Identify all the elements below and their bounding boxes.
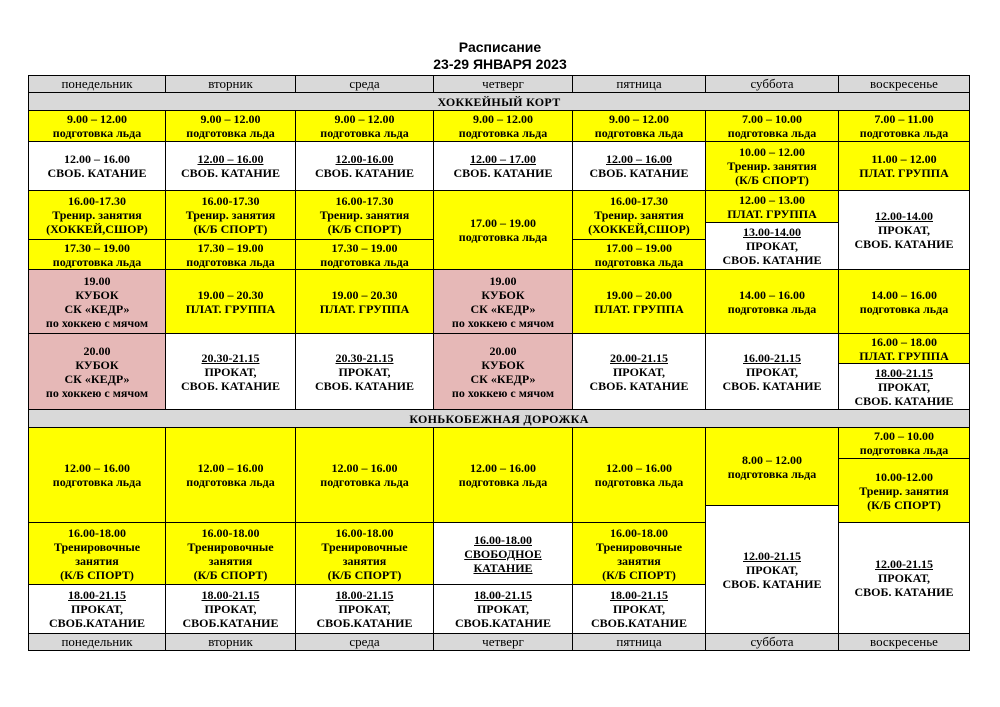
schedule-cell	[573, 585, 706, 634]
cell-line: ПРОКАТ,	[877, 379, 931, 394]
cell-line: 12.00 – 16.00	[64, 461, 130, 475]
cell-line: СВОБ. КАТАНИЕ	[722, 378, 822, 393]
cell-line: Тренировочные	[321, 539, 408, 554]
cell-line: ПРОКАТ,	[338, 602, 391, 616]
cell-line: Тренировочные	[187, 539, 274, 554]
hockey-row-6a	[29, 334, 970, 364]
cell-line: 12.00 – 16.00	[64, 152, 130, 166]
cell-line: занятия	[617, 553, 661, 568]
cell-line: 16.00 – 18.00	[871, 334, 937, 349]
cell-line: СК «КЕДР»	[470, 301, 536, 316]
cell-line: СВОБ. КАТАНИЕ	[315, 166, 414, 180]
cell-line: Тренир. занятия	[727, 159, 817, 173]
skate-row-1a	[29, 428, 970, 459]
day-header: среда	[296, 76, 434, 93]
cell-line: ПРОКАТ,	[745, 562, 799, 577]
cell-line: СВОБ.КАТАНИЕ	[182, 616, 279, 630]
cell-line: СВОБ. КАТАНИЕ	[854, 585, 954, 599]
schedule-cell	[29, 191, 166, 240]
cell-line: 20.00	[489, 343, 517, 358]
cell-line: подготовка льда	[320, 126, 409, 140]
cell-line: 20.00-21.15	[610, 350, 668, 365]
cell-line: СВОБ.КАТАНИЕ	[455, 616, 551, 630]
cell-line: занятия	[342, 553, 387, 568]
cell-line: 7.00 – 11.00	[874, 112, 934, 126]
cell-line: подготовка льда	[52, 254, 142, 269]
cell-line: 17.00 – 19.00	[470, 216, 536, 230]
cell-line: СВОБ. КАТАНИЕ	[722, 576, 822, 591]
cell-line: 12.00 – 16.00	[197, 461, 264, 475]
schedule-cell	[434, 523, 573, 585]
cell-line: подготовка льда	[727, 301, 817, 316]
cell-line: 18.00-21.15	[335, 588, 394, 602]
schedule-cell	[434, 428, 573, 523]
section-title-skate: КОНЬКОБЕЖНАЯ ДОРОЖКА	[29, 410, 970, 428]
schedule-cell	[166, 142, 296, 191]
cell-line: подготовка льда	[859, 443, 949, 457]
cell-line: Тренир. занятия	[319, 208, 410, 222]
cell-line: (ХОККЕЙ,СШОР)	[46, 222, 148, 236]
cell-line: (К/Б СПОРТ)	[60, 567, 134, 582]
cell-line: подготовка льда	[594, 254, 684, 269]
day-header: четверг	[434, 76, 573, 93]
cell-line: (К/Б СПОРТ)	[193, 567, 268, 582]
schedule-cell	[434, 191, 573, 270]
cell-line: (К/Б СПОРТ)	[735, 173, 809, 187]
schedule-cell	[573, 334, 706, 410]
cell-line: СВОБ. КАТАНИЕ	[854, 237, 954, 251]
day-header: вторник	[166, 634, 296, 651]
cell-line: 12.00 – 13.00	[739, 192, 805, 207]
schedule-cell	[573, 523, 706, 585]
day-header: вторник	[166, 76, 296, 93]
cell-line: 14.00 – 16.00	[871, 287, 937, 302]
cell-line: подготовка льда	[594, 475, 684, 489]
cell-line: по хоккею с мячом	[451, 315, 555, 330]
cell-line: по хоккею с мячом	[451, 385, 555, 400]
cell-line: 16.00-17.30	[610, 194, 668, 208]
schedule-cell	[296, 523, 434, 585]
cell-line: КУБОК	[481, 357, 525, 372]
cell-line: 16.00-18.00	[335, 525, 394, 540]
cell-line: 10.00 – 12.00	[739, 145, 805, 159]
cell-line: 19.00 – 20.00	[606, 287, 672, 302]
cell-line: ПЛАТ. ГРУППА	[859, 348, 949, 363]
cell-line: 9.00 – 12.00	[609, 112, 669, 126]
schedule-cell	[296, 191, 434, 240]
schedule-cell	[29, 334, 166, 410]
cell-line: 7.00 – 10.00	[874, 429, 934, 443]
cell-line: 12.00 – 16.00	[331, 461, 398, 475]
day-header-row-top	[29, 76, 970, 93]
cell-line: 20.30-21.15	[335, 350, 394, 365]
cell-line: подготовка льда	[859, 301, 949, 316]
section-title-hockey: ХОККЕЙНЫЙ КОРТ	[29, 93, 970, 111]
cell-line: (ХОККЕЙ,СШОР)	[588, 222, 690, 236]
cell-line: 16.00-18.00	[68, 525, 126, 540]
cell-line: 19.00	[489, 273, 517, 288]
cell-line: СВОБ. КАТАНИЕ	[854, 393, 954, 408]
cell-line: 12.00-16.00	[335, 152, 394, 166]
cell-line: 19.00 – 20.30	[331, 287, 398, 302]
schedule-cell	[839, 364, 970, 410]
cell-line: 10.00-12.00	[875, 469, 933, 484]
cell-line: Тренир. занятия	[185, 208, 276, 222]
cell-line: 17.30 – 19.00	[64, 240, 130, 255]
schedule-cell	[839, 191, 970, 270]
cell-line: КУБОК	[75, 287, 119, 302]
cell-line: 19.00 – 20.30	[197, 287, 264, 302]
cell-line: подготовка льда	[859, 126, 949, 140]
cell-line: 12.00 – 16.00	[197, 152, 264, 166]
cell-line: 9.00 – 12.00	[334, 112, 395, 126]
schedule-cell	[29, 585, 166, 634]
cell-line: 9.00 – 12.00	[473, 112, 533, 126]
schedule-cell	[434, 334, 573, 410]
schedule-cell	[29, 428, 166, 523]
cell-line: Тренир. занятия	[594, 208, 684, 222]
cell-line: (К/Б СПОРТ)	[327, 567, 402, 582]
cell-line: ПРОКАТ,	[612, 364, 666, 379]
hockey-row-1	[29, 111, 970, 142]
schedule-cell	[839, 334, 970, 364]
cell-line: ПРОКАТ,	[476, 602, 530, 616]
cell-line: 12.00-14.00	[875, 209, 933, 223]
schedule-cell	[573, 191, 706, 240]
schedule-cell	[706, 428, 839, 506]
cell-line: 12.00-21.15	[743, 548, 801, 563]
cell-line: ПЛАТ. ГРУППА	[185, 301, 276, 316]
cell-line: СВОБ.КАТАНИЕ	[591, 616, 687, 630]
cell-line: подготовка льда	[458, 230, 548, 244]
cell-line: 20.30-21.15	[201, 350, 260, 365]
schedule-cell	[573, 428, 706, 523]
cell-line: подготовка льда	[186, 254, 275, 269]
cell-line: 17.30 – 19.00	[197, 240, 264, 255]
cell-line: 9.00 – 12.00	[200, 112, 261, 126]
cell-line: занятия	[75, 553, 119, 568]
cell-line: 16.00-17.30	[201, 194, 260, 208]
cell-line: СВОБ. КАТАНИЕ	[589, 166, 689, 180]
cell-line: СВОБ. КАТАНИЕ	[453, 166, 553, 180]
page-subtitle-dates: 23-29 ЯНВАРЯ 2023	[433, 56, 567, 72]
cell-line: КАТАНИЕ	[473, 560, 533, 575]
cell-line: по хоккею с мячом	[45, 315, 149, 330]
schedule-cell	[839, 270, 970, 334]
cell-line: 12.00 – 16.00	[606, 461, 672, 475]
schedule-cell	[706, 223, 839, 270]
cell-line: подготовка льда	[186, 126, 275, 140]
cell-line: СВОБ. КАТАНИЕ	[589, 378, 689, 393]
cell-line: СВОБ. КАТАНИЕ	[47, 166, 147, 180]
schedule-cell	[166, 270, 296, 334]
cell-line: СВОБ.КАТАНИЕ	[316, 616, 413, 630]
schedule-cell	[434, 111, 573, 142]
schedule-cell	[706, 142, 839, 191]
cell-line: СВОБ. КАТАНИЕ	[181, 166, 280, 180]
hockey-row-3a	[29, 191, 970, 223]
cell-line: ПЛАТ. ГРУППА	[859, 166, 949, 180]
cell-line: ПРОКАТ,	[877, 571, 931, 585]
schedule-cell	[296, 585, 434, 634]
cell-line: 12.00 – 16.00	[606, 152, 672, 166]
cell-line: 12.00-21.15	[875, 557, 933, 571]
cell-line: ПЛАТ. ГРУППА	[727, 206, 817, 221]
cell-line: 14.00 – 16.00	[739, 287, 805, 302]
cell-line: ПЛАТ. ГРУППА	[594, 301, 684, 316]
cell-line: ПРОКАТ,	[70, 602, 124, 616]
cell-line: ПРОКАТ,	[338, 364, 391, 379]
day-header: четверг	[434, 634, 573, 651]
day-header: суббота	[706, 76, 839, 93]
schedule-cell	[706, 111, 839, 142]
section-row	[29, 410, 970, 428]
cell-line: 18.00-21.15	[474, 588, 532, 602]
day-header: пятница	[573, 634, 706, 651]
schedule-cell	[166, 334, 296, 410]
day-header: понедельник	[29, 634, 166, 651]
schedule-cell	[434, 585, 573, 634]
cell-line: ПРОКАТ,	[745, 239, 799, 253]
cell-line: 17.30 – 19.00	[331, 240, 398, 255]
cell-line: СК «КЕДР»	[470, 371, 536, 386]
cell-line: Тренир. занятия	[52, 208, 142, 222]
schedule-cell	[296, 428, 434, 523]
day-header: пятница	[573, 76, 706, 93]
cell-line: 16.00-18.00	[474, 532, 532, 547]
schedule-cell	[29, 240, 166, 270]
schedule-cell	[573, 270, 706, 334]
schedule-cell	[573, 240, 706, 270]
cell-line: 19.00	[83, 273, 111, 288]
schedule-cell	[29, 523, 166, 585]
day-header-row-bottom	[29, 634, 970, 651]
cell-line: 9.00 – 12.00	[67, 112, 127, 126]
day-header: воскресенье	[839, 76, 970, 93]
cell-line: ПЛАТ. ГРУППА	[319, 301, 410, 316]
cell-line: СК «КЕДР»	[64, 301, 130, 316]
schedule-cell	[296, 240, 434, 270]
schedule-cell	[29, 111, 166, 142]
cell-line: подготовка льда	[458, 126, 548, 140]
cell-line: (К/Б СПОРТ)	[867, 497, 941, 512]
schedule-cell	[573, 142, 706, 191]
cell-line: ПРОКАТ,	[204, 364, 257, 379]
cell-line: подготовка льда	[52, 126, 142, 140]
schedule-cell	[166, 111, 296, 142]
schedule-cell	[706, 191, 839, 223]
schedule-cell	[839, 523, 970, 634]
cell-line: (К/Б СПОРТ)	[602, 567, 676, 582]
cell-line: СВОБОДНОЕ	[464, 546, 542, 561]
cell-line: 16.00-18.00	[201, 525, 260, 540]
day-header: среда	[296, 634, 434, 651]
schedule-cell	[296, 111, 434, 142]
cell-line: ПРОКАТ,	[745, 364, 799, 379]
cell-line: занятия	[208, 553, 253, 568]
cell-line: СВОБ. КАТАНИЕ	[181, 378, 280, 393]
cell-line: 18.00-21.15	[201, 588, 260, 602]
cell-line: СВОБ. КАТАНИЕ	[315, 378, 414, 393]
cell-line: 20.00	[83, 343, 111, 358]
day-header: понедельник	[29, 76, 166, 93]
schedule-cell	[296, 270, 434, 334]
cell-line: 16.00-21.15	[743, 350, 801, 365]
cell-line: подготовка льда	[727, 466, 817, 481]
cell-line: подготовка льда	[52, 475, 142, 489]
cell-line: ПРОКАТ,	[612, 602, 666, 616]
schedule-cell	[839, 142, 970, 191]
schedule-cell	[839, 111, 970, 142]
cell-line: СВОБ. КАТАНИЕ	[722, 253, 822, 267]
cell-line: 12.00 – 16.00	[470, 461, 536, 475]
cell-line: подготовка льда	[186, 475, 275, 489]
hockey-row-2	[29, 142, 970, 191]
schedule-cell	[166, 585, 296, 634]
cell-line: КУБОК	[75, 357, 119, 372]
cell-line: подготовка льда	[727, 126, 817, 140]
schedule-cell	[573, 111, 706, 142]
cell-line: 7.00 – 10.00	[742, 112, 802, 126]
cell-line: 16.00-18.00	[610, 525, 668, 540]
schedule-cell	[296, 142, 434, 191]
cell-line: по хоккею с мячом	[45, 385, 149, 400]
cell-line: Тренировочные	[595, 539, 683, 554]
cell-line: подготовка льда	[458, 475, 548, 489]
cell-line: 13.00-14.00	[743, 225, 801, 239]
schedule-table	[28, 75, 970, 651]
cell-line: 16.00-17.30	[68, 194, 126, 208]
schedule-cell	[434, 142, 573, 191]
cell-line: (К/Б СПОРТ)	[327, 222, 402, 236]
schedule-cell	[706, 270, 839, 334]
cell-line: ПРОКАТ,	[877, 223, 931, 237]
day-header: воскресенье	[839, 634, 970, 651]
cell-line: подготовка льда	[320, 475, 409, 489]
schedule-cell	[166, 428, 296, 523]
schedule-cell	[296, 334, 434, 410]
schedule-cell	[166, 523, 296, 585]
cell-line: 18.00-21.15	[610, 588, 668, 602]
cell-line: КУБОК	[481, 287, 525, 302]
cell-line: ПРОКАТ,	[204, 602, 257, 616]
cell-line: подготовка льда	[594, 126, 684, 140]
schedule-cell	[706, 506, 839, 634]
cell-line: подготовка льда	[320, 254, 409, 269]
cell-line: Тренировочные	[53, 539, 141, 554]
cell-line: СВОБ.КАТАНИЕ	[49, 616, 145, 630]
hockey-row-5	[29, 270, 970, 334]
schedule-cell	[166, 240, 296, 270]
cell-line: 17.00 – 19.00	[606, 240, 672, 255]
cell-line: 8.00 – 12.00	[742, 452, 802, 467]
cell-line: 18.00-21.15	[875, 365, 933, 380]
cell-line: 18.00-21.15	[68, 588, 126, 602]
schedule-cell	[706, 334, 839, 410]
section-row	[29, 93, 970, 111]
cell-line: 16.00-17.30	[335, 194, 394, 208]
cell-line: (К/Б СПОРТ)	[193, 222, 268, 236]
schedule-cell	[29, 270, 166, 334]
schedule-cell	[839, 428, 970, 459]
schedule-cell	[839, 459, 970, 523]
schedule-cell	[29, 142, 166, 191]
schedule-cell	[166, 191, 296, 240]
cell-line: Тренир. занятия	[859, 483, 949, 498]
day-header: суббота	[706, 634, 839, 651]
schedule-cell	[434, 270, 573, 334]
cell-line: 12.00 – 17.00	[470, 152, 536, 166]
cell-line: СК «КЕДР»	[64, 371, 130, 386]
page-title: Расписание	[458, 39, 542, 55]
cell-line: 11.00 – 12.00	[871, 152, 937, 166]
